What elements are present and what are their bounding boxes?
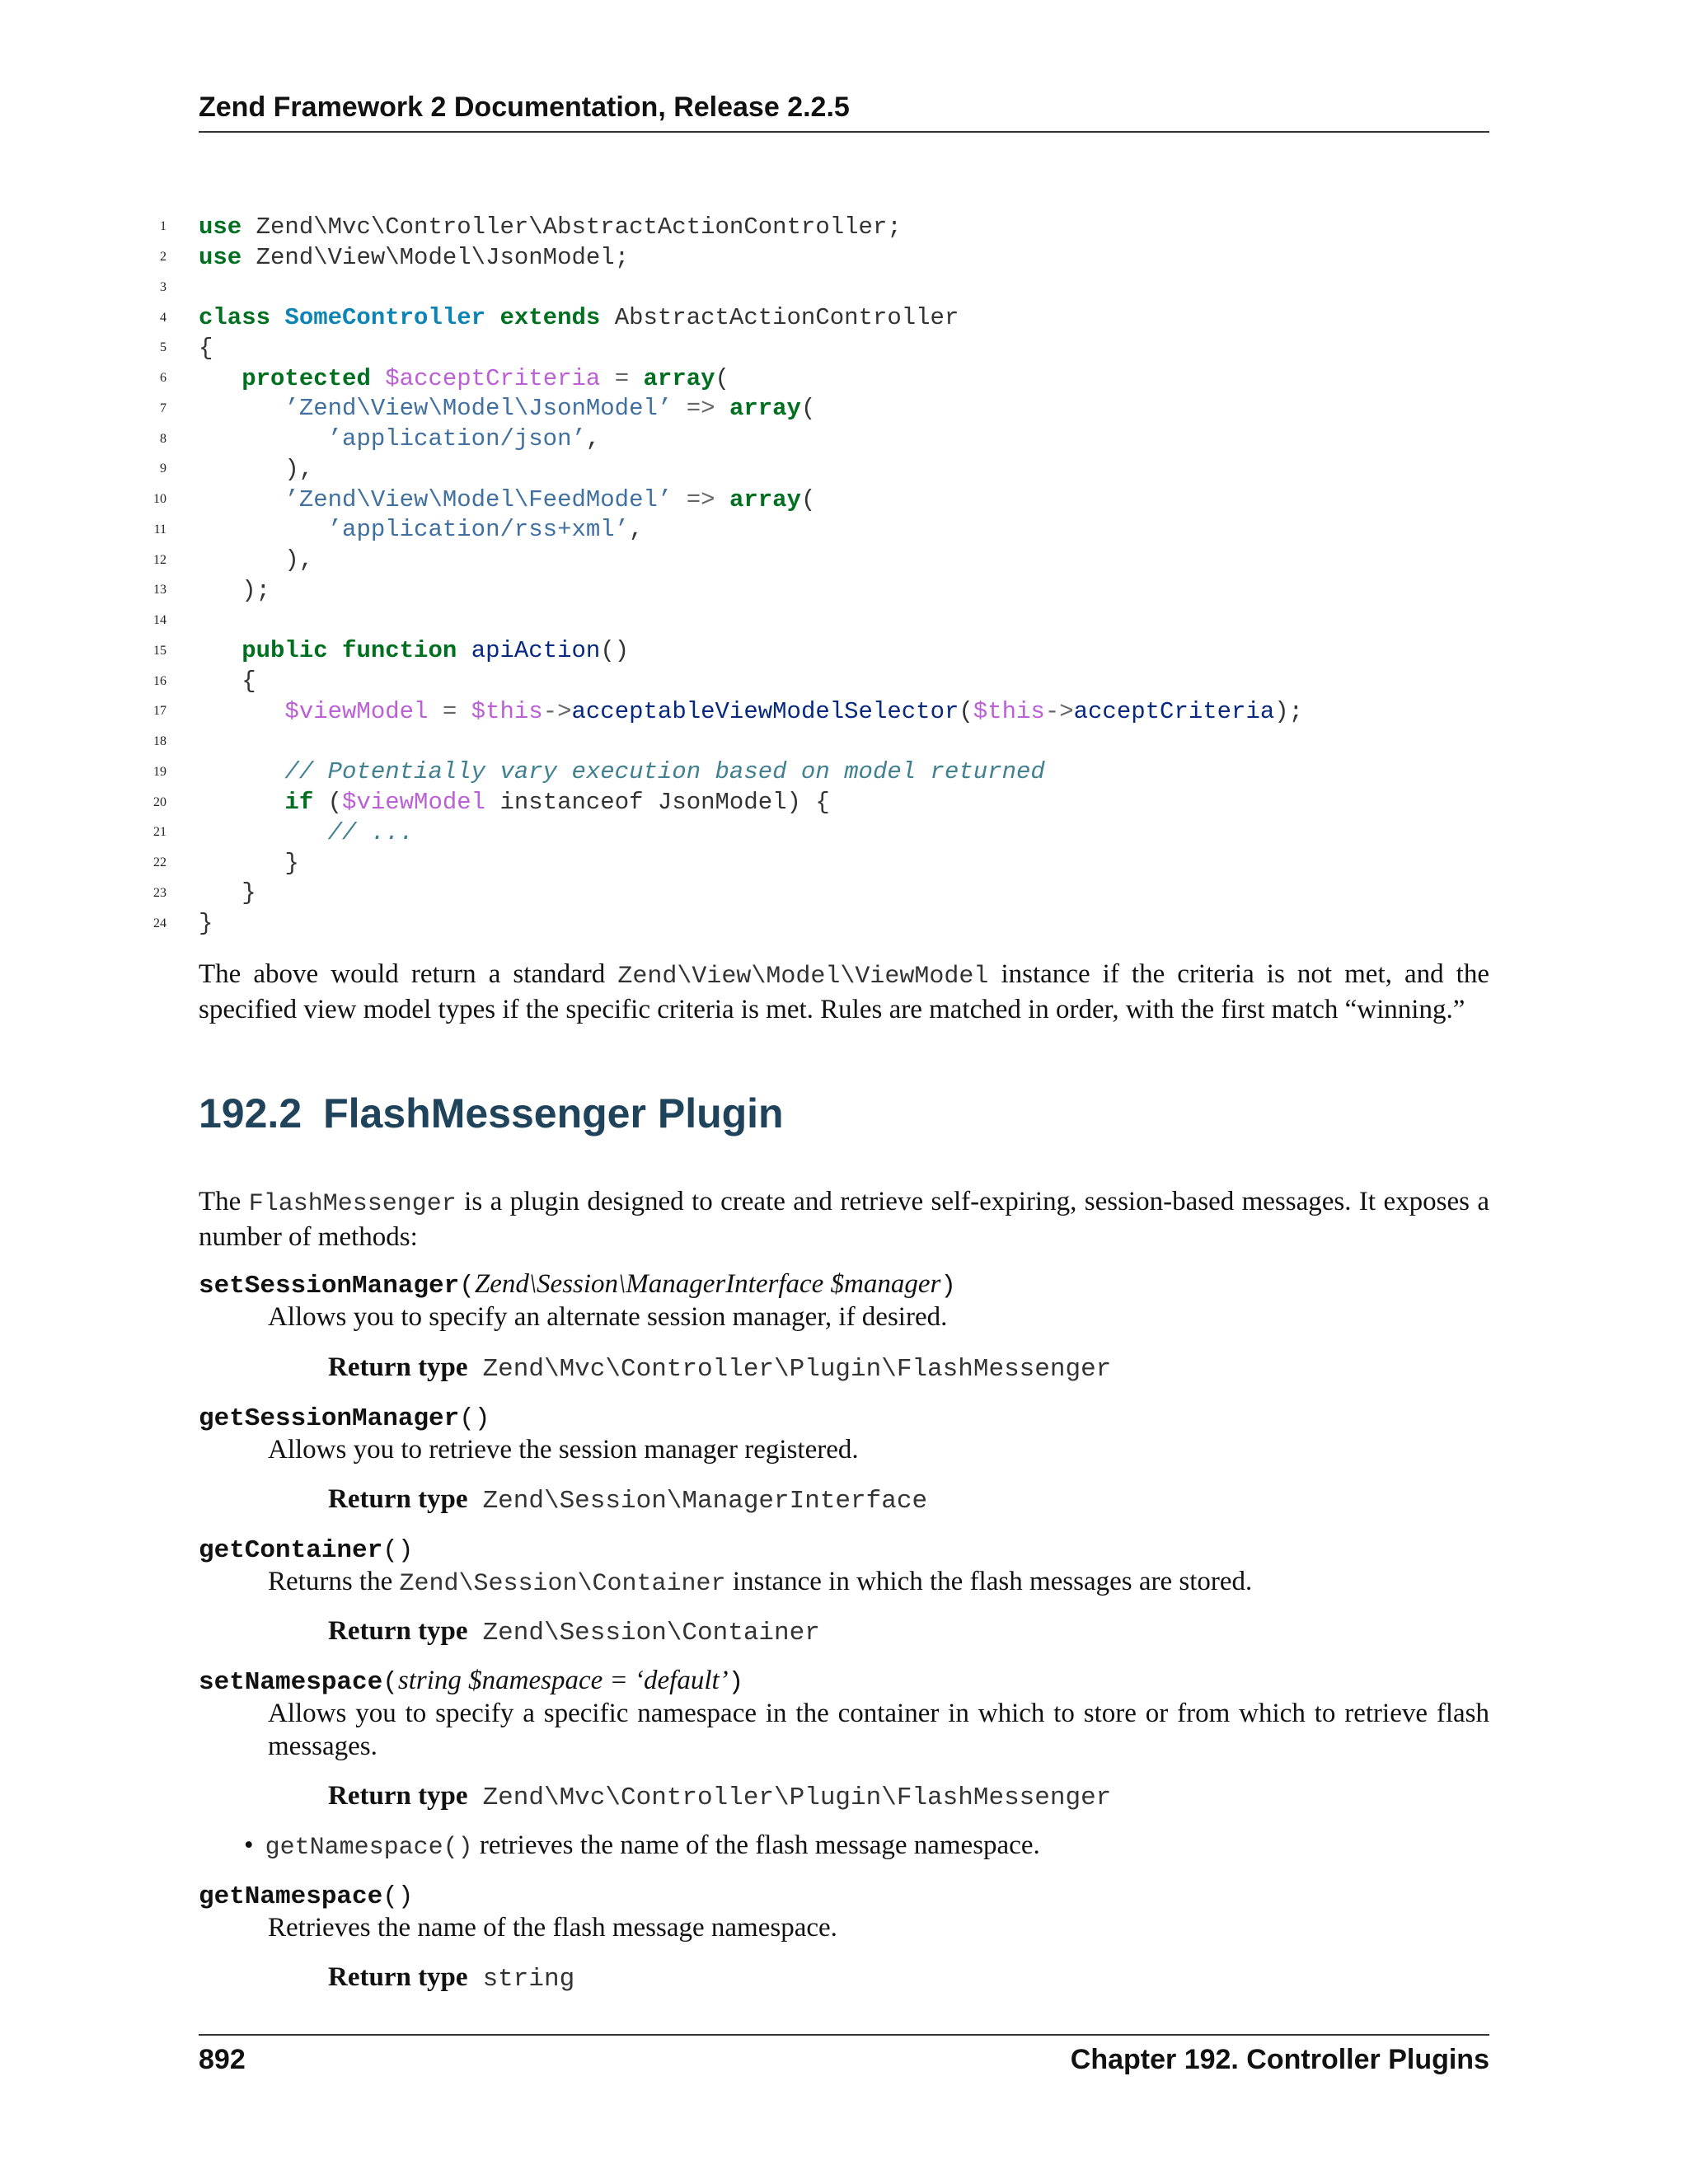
code-token: use	[199, 243, 242, 271]
code-token	[199, 819, 328, 846]
code-token: ’Zend\View\Model\JsonModel’	[284, 395, 673, 423]
code-token: $acceptCriteria	[385, 364, 601, 392]
code-line	[147, 606, 1489, 636]
code-line	[147, 545, 1489, 575]
code-token	[485, 304, 499, 331]
line-number: 11	[153, 522, 166, 537]
page-number: 892	[199, 2044, 246, 2075]
code-token: class	[199, 304, 271, 332]
code-token: =>	[686, 485, 715, 513]
line-number: 18	[153, 734, 166, 749]
code-token: ’application/rss+xml’	[327, 516, 630, 544]
page-header	[199, 91, 1489, 133]
code-token	[199, 516, 328, 543]
paragraph-viewmodel	[199, 958, 1489, 1026]
return-type	[328, 1351, 1111, 1386]
return-type-label: Return type	[328, 1484, 468, 1514]
bullet-icon: •	[244, 1830, 254, 1860]
code-token: acceptCriteria	[1073, 697, 1275, 725]
code-token: $viewModel	[284, 697, 429, 725]
code-line	[147, 273, 1489, 303]
code-token: Zend\Mvc\Controller\AbstractActionController;	[241, 213, 902, 241]
code-token: (	[959, 697, 973, 725]
line-number: 8	[160, 431, 166, 446]
code-line	[147, 848, 1489, 879]
method-name: getContainer	[199, 1536, 383, 1565]
code-text	[199, 365, 729, 392]
description-text: instance in which the flash messages are stored.	[725, 1567, 1253, 1596]
code-text	[199, 879, 256, 907]
code-token	[199, 395, 284, 422]
code-text	[199, 304, 959, 331]
code-text	[199, 789, 830, 816]
code-token: (	[313, 789, 343, 817]
method-description: Allows you to retrieve the session manager registered.	[268, 1435, 859, 1465]
code-token	[715, 486, 729, 513]
code-token: ),	[199, 455, 314, 483]
code-text	[199, 456, 313, 483]
code-token	[270, 304, 284, 331]
code-token: }	[199, 879, 256, 907]
section-heading	[199, 1090, 784, 1137]
code-token: }	[199, 849, 299, 877]
code-token: (	[800, 485, 816, 513]
return-type-label: Return type	[328, 1352, 468, 1382]
code-line	[147, 727, 1489, 757]
code-token: );	[199, 576, 271, 604]
code-token: ()	[600, 637, 630, 665]
code-token: function	[342, 637, 457, 665]
code-line	[147, 212, 1489, 242]
code-line	[147, 818, 1489, 848]
code-token	[328, 637, 342, 664]
method-params: Zend\Session\ManagerInterface $manager	[474, 1269, 941, 1299]
line-number: 21	[153, 825, 166, 840]
code-token	[629, 365, 643, 392]
code-line	[147, 696, 1489, 727]
line-number: 19	[153, 764, 166, 779]
method-description	[268, 1565, 1489, 1601]
method-name: getSessionManager	[199, 1404, 460, 1433]
code-token: SomeController	[284, 304, 486, 332]
code-token: AbstractActionController	[600, 304, 959, 332]
line-number: 2	[160, 250, 166, 265]
code-token: $viewModel	[342, 789, 486, 817]
code-token	[199, 637, 241, 664]
code-token: }	[199, 910, 213, 938]
method-signature-getnamespace: getNamespace()	[199, 1882, 414, 1911]
code-text	[199, 819, 414, 846]
line-number: 12	[153, 552, 166, 567]
code-text	[199, 213, 902, 241]
code-token: {	[199, 668, 256, 696]
code-block	[147, 212, 1489, 939]
code-token: use	[199, 213, 242, 241]
paragraph-text: The above would return a standard	[199, 959, 618, 989]
line-number: 7	[160, 401, 166, 415]
code-token: ’Zend\View\Model\FeedModel’	[284, 485, 673, 513]
inline-code: FlashMessenger	[248, 1190, 457, 1218]
code-line	[147, 424, 1489, 454]
line-number: 15	[153, 643, 166, 658]
code-line	[147, 454, 1489, 485]
code-line	[147, 394, 1489, 424]
code-token	[199, 698, 284, 725]
return-type-value: Zend\Session\ManagerInterface	[482, 1487, 928, 1516]
page-footer	[199, 2034, 1489, 2076]
method-description: Retrieves the name of the flash message namespace.	[268, 1913, 837, 1943]
code-token: (	[715, 364, 729, 392]
chapter-title: Chapter 192. Controller Plugins	[1070, 2044, 1489, 2075]
code-token: array	[643, 364, 715, 392]
description-text: Returns the	[268, 1567, 400, 1596]
code-token	[600, 365, 614, 392]
line-number: 9	[160, 462, 166, 476]
code-token: apiAction	[471, 637, 601, 665]
code-line	[147, 485, 1489, 515]
code-line	[147, 666, 1489, 696]
line-number: 24	[153, 916, 166, 930]
return-type-value: string	[482, 1965, 575, 1994]
return-type	[328, 1961, 574, 1996]
code-text	[199, 244, 629, 271]
code-line	[147, 575, 1489, 606]
code-token: protected	[241, 364, 371, 392]
method-signature-setnamespace: setNamespace(string $namespace = ‘default’)	[199, 1666, 744, 1697]
line-number: 3	[160, 279, 166, 294]
bullet-text: retrieves the name of the flash message namespace.	[472, 1830, 1040, 1860]
code-token: ,	[629, 516, 644, 544]
paragraph-text: is a plugin designed to create and retrieve self-expiring, session-based messages. It exposes a number of methods:	[199, 1187, 1489, 1252]
code-token: ),	[199, 546, 314, 574]
line-number: 23	[153, 885, 166, 900]
inline-code: Zend\View\Model\ViewModel	[617, 963, 989, 991]
return-type-label: Return type	[328, 1781, 468, 1811]
code-token: // Potentially vary execution based on model returned	[284, 758, 1045, 786]
code-line	[147, 757, 1489, 788]
code-token	[672, 486, 686, 513]
code-token: $this	[973, 697, 1045, 725]
code-token	[428, 698, 442, 725]
line-number: 13	[153, 583, 166, 598]
section-title: FlashMessenger Plugin	[323, 1090, 784, 1137]
section-number: 192.2	[199, 1090, 302, 1137]
paragraph-text: instance if the criteria is not met, and the specified view model types if the specific criteria is met. Rules are matched in order, with the first match “winning.”	[199, 959, 1489, 1024]
code-text	[199, 335, 213, 362]
inline-code: Zend\Session\Container	[399, 1570, 726, 1598]
code-token	[199, 486, 284, 513]
code-text	[199, 758, 1045, 785]
code-token: acceptableViewModelSelector	[571, 697, 959, 725]
return-type-value: Zend\Mvc\Controller\Plugin\FlashMessenger	[482, 1355, 1112, 1384]
return-type-label: Return type	[328, 1962, 468, 1992]
code-token	[672, 395, 686, 422]
code-text	[199, 850, 299, 877]
line-number: 20	[153, 794, 166, 809]
code-token	[199, 365, 241, 392]
code-text	[199, 395, 815, 422]
line-number: 22	[153, 855, 166, 870]
code-token: Zend\View\Model\JsonModel;	[241, 243, 630, 271]
line-number: 1	[160, 219, 166, 234]
method-name: setSessionManager	[199, 1272, 460, 1301]
method-description: Allows you to specify a specific namespace in the container in which to store or from which to retrieve flash messages.	[268, 1699, 1489, 1761]
line-number: 17	[153, 704, 166, 719]
code-token	[371, 365, 385, 392]
code-token	[199, 789, 284, 816]
inline-code: getNamespace()	[265, 1834, 473, 1862]
code-token: // ...	[327, 818, 415, 846]
line-number: 14	[153, 613, 166, 628]
code-token: {	[199, 334, 213, 362]
method-name: getNamespace	[199, 1882, 383, 1911]
line-number: 6	[160, 371, 166, 386]
method-signature-getcontainer: getContainer()	[199, 1536, 414, 1565]
code-text	[199, 546, 313, 574]
method-params: string $namespace = ‘default’	[397, 1666, 729, 1695]
code-token	[199, 758, 284, 785]
code-token: ->	[1044, 697, 1074, 725]
method-name: setNamespace	[199, 1668, 383, 1697]
code-token: if	[284, 789, 314, 817]
line-number: 4	[160, 310, 166, 325]
return-type	[328, 1615, 820, 1650]
method-signature-getsessionmanager: getSessionManager()	[199, 1404, 490, 1433]
document-title: Zend Framework 2 Documentation, Release 2.2.5	[199, 91, 850, 123]
code-line	[147, 363, 1489, 394]
code-token: array	[729, 485, 801, 513]
paragraph-flashmessenger	[199, 1185, 1489, 1254]
code-token: instanceof JsonModel) {	[485, 789, 830, 817]
code-text	[199, 425, 600, 452]
code-text	[199, 668, 256, 695]
code-text	[199, 516, 644, 543]
code-line	[147, 908, 1489, 939]
code-line	[147, 333, 1489, 363]
code-line	[147, 879, 1489, 909]
line-number: 10	[153, 492, 166, 507]
line-number: 5	[160, 340, 166, 355]
code-text	[199, 637, 629, 664]
code-text	[199, 577, 270, 604]
code-token: array	[729, 395, 801, 423]
code-token: public	[241, 637, 328, 665]
code-line	[147, 636, 1489, 667]
code-token: ->	[542, 697, 572, 725]
code-token: extends	[499, 304, 601, 332]
code-line	[147, 787, 1489, 818]
code-line	[147, 242, 1489, 273]
return-type-value: Zend\Session\Container	[482, 1619, 820, 1647]
code-token: ,	[585, 425, 601, 453]
code-token: );	[1274, 697, 1304, 725]
code-text	[199, 486, 815, 513]
return-type-label: Return type	[328, 1616, 468, 1646]
code-token: $this	[471, 697, 543, 725]
line-number: 16	[153, 673, 166, 688]
code-token: =	[442, 697, 457, 725]
paragraph-text: The	[199, 1187, 249, 1216]
code-token: =	[614, 364, 630, 392]
code-line	[147, 302, 1489, 333]
code-token: ’application/json’	[327, 425, 586, 453]
code-token	[457, 698, 471, 725]
code-line	[147, 515, 1489, 546]
return-type	[328, 1779, 1111, 1815]
code-token	[715, 395, 729, 422]
code-text	[199, 910, 213, 937]
code-text	[199, 698, 1303, 725]
code-token: =>	[686, 395, 715, 423]
code-token	[457, 637, 471, 664]
return-type	[328, 1483, 927, 1518]
method-signature-setsessionmanager: setSessionManager(Zend\Session\ManagerInterface $manager)	[199, 1269, 956, 1301]
code-token	[199, 425, 328, 452]
code-token: (	[800, 395, 816, 423]
return-type-value: Zend\Mvc\Controller\Plugin\FlashMessenger	[482, 1783, 1112, 1812]
bullet-item	[244, 1829, 1480, 1864]
method-description: Allows you to specify an alternate session manager, if desired.	[268, 1302, 948, 1332]
